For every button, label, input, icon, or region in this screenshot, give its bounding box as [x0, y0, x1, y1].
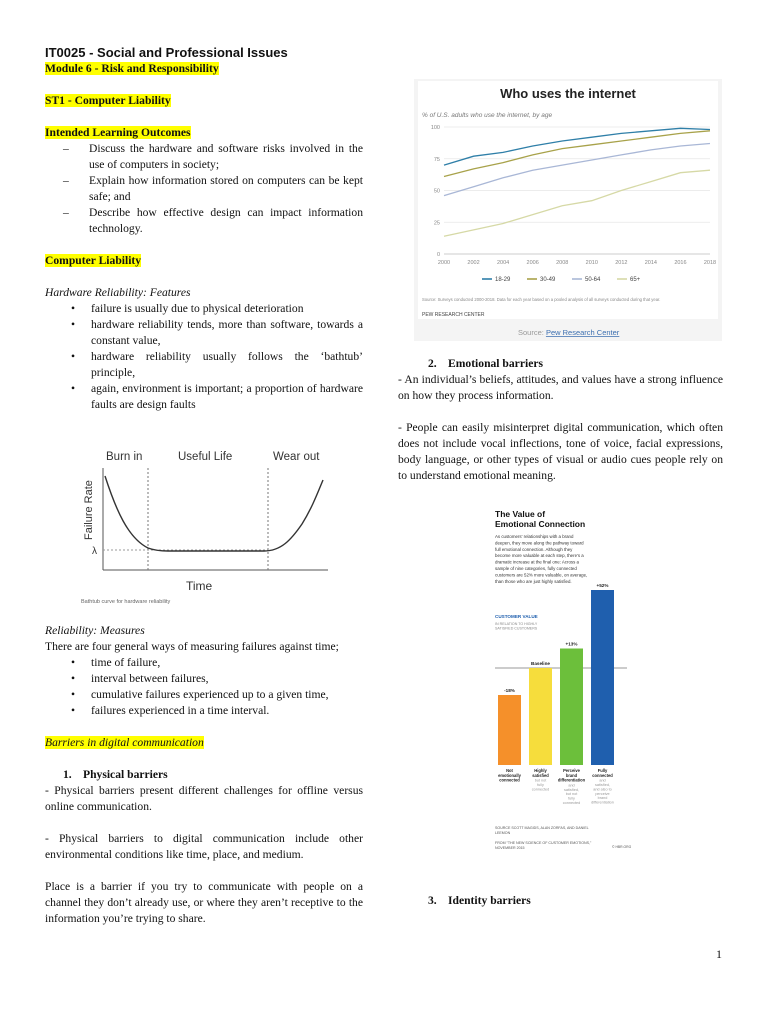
- left-column-lower: [45, 623, 363, 927]
- text-line: Perceive: [563, 768, 580, 773]
- y-tick-label: 100: [430, 125, 440, 131]
- infographic-title-line: The Value of: [495, 509, 546, 519]
- section-number: 2.: [428, 357, 437, 370]
- paragraph: - Physical barriers present different challenges for offline versus online communication.: [45, 784, 363, 813]
- category-note: [563, 783, 581, 805]
- right-column-emotional: [398, 356, 723, 484]
- text-line: fully: [537, 783, 544, 787]
- text-line: than those who are just highly satisfied.: [495, 578, 572, 584]
- bathtub-label-useful-life: Useful Life: [178, 451, 233, 463]
- section-number: 1.: [63, 768, 72, 781]
- pew-research-link[interactable]: Pew Research Center: [545, 328, 620, 337]
- infographic-title-line: Emotional Connection: [495, 519, 586, 529]
- category-label: [592, 768, 613, 778]
- features-list: [45, 301, 363, 413]
- internet-usage-chart: [414, 79, 722, 341]
- text-line: deepen, they move along the pathway toward: [495, 540, 584, 546]
- emotional-connection-figure: [487, 503, 637, 859]
- list-item: • interval between failures,: [91, 671, 363, 687]
- physical-barriers-heading: [45, 767, 363, 783]
- chart-subtitle: % of U.S. adults who use the internet, by age: [422, 112, 553, 119]
- x-tick-label: 2016: [674, 260, 687, 266]
- bar-value-label: +52%: [596, 583, 609, 588]
- y-tick-label: 50: [433, 188, 440, 195]
- text-line: satisfied,: [595, 783, 610, 787]
- list-item: – Discuss the hardware and software risks involved in the use of computers in society;: [89, 141, 363, 173]
- page-number: 1: [716, 947, 722, 961]
- text-line: NOVEMBER 2015: [495, 845, 525, 850]
- course-title: IT0025 - Social and Professional Issues: [45, 45, 288, 60]
- y-tick-label: 75: [433, 156, 440, 163]
- text-line: and: [599, 778, 606, 783]
- text-line: differentiation: [557, 777, 586, 783]
- text-line: Not: [506, 768, 513, 773]
- text-line: perceive: [595, 791, 610, 796]
- text-line: but not: [534, 778, 547, 783]
- outcomes-list: [45, 141, 363, 237]
- category-label: [498, 768, 521, 783]
- text-line: full emotional connection. Although they: [495, 546, 573, 552]
- x-tick-label: 2000: [437, 260, 451, 266]
- measures-list: [45, 655, 363, 719]
- text-line: connected: [592, 772, 613, 778]
- paragraph: Place is a barrier if you try to communicate with people on a channel they don’t already use, or where they aren’t receptive to the information you’re trying to share.: [45, 880, 363, 925]
- x-tick-label: 2006: [526, 260, 539, 266]
- bathtub-caption: Bathtub curve for hardware reliability: [81, 599, 171, 605]
- text-line: customers are 52% more valuable, on average,: [495, 572, 588, 578]
- text-line: emotionally: [498, 772, 521, 778]
- text-line: connected: [531, 787, 550, 792]
- bathtub-lambda: λ: [92, 546, 97, 557]
- text-line: and: [568, 783, 575, 788]
- category-label: [532, 768, 549, 778]
- infographic-title: [495, 509, 585, 529]
- features-heading: Hardware Reliability: Features: [45, 286, 191, 299]
- text-line: become more valuable at each step, there's a: [495, 553, 584, 559]
- section-title: Physical barriers: [83, 768, 168, 781]
- x-tick-label: 2018: [703, 260, 717, 266]
- category-note: [591, 779, 614, 805]
- bathtub-xlabel: Time: [186, 579, 213, 593]
- emotional-connection-chart: [487, 503, 637, 859]
- bar: [591, 590, 614, 765]
- x-tick-label: 2014: [644, 260, 658, 266]
- section-number: 3.: [428, 894, 437, 907]
- legend-label: 18-29: [495, 277, 511, 283]
- legend-label: 30-49: [540, 277, 556, 283]
- infographic-from: [495, 841, 592, 850]
- axis-subtitle: [495, 622, 538, 631]
- emotional-barriers-heading: [398, 356, 723, 372]
- chart-credit: [518, 328, 620, 337]
- section-title: Emotional barriers: [448, 357, 543, 370]
- text-line: LEEMON: [495, 830, 511, 835]
- bar: [560, 649, 583, 766]
- y-tick-label: 25: [433, 220, 440, 227]
- bathtub-ylabel: Failure Rate: [83, 480, 95, 540]
- module-title: Module 6 - Risk and Responsibility: [45, 62, 219, 75]
- y-tick-label: 0: [436, 252, 440, 258]
- category-note: [532, 779, 550, 792]
- outcomes-heading: Intended Learning Outcomes: [45, 126, 191, 139]
- text-line: Highly: [534, 768, 547, 773]
- text-line: IN RELATION TO HIGHLY: [495, 622, 538, 626]
- text-line: satisfied,: [564, 787, 579, 792]
- text-line: fully: [568, 796, 575, 801]
- list-item: – Describe how effective design can impact information technology.: [89, 205, 363, 237]
- hbr-credit: © HBR.ORG: [612, 845, 632, 849]
- bar-value-label: Baseline: [531, 661, 550, 666]
- list-item: – Explain how information stored on computers can be kept safe; and: [89, 173, 363, 205]
- chart-source-note: Source: Surveys conducted 2000-2018. Data for each year based on a pooled analysis of all surveys conducted during that year.: [422, 297, 661, 302]
- paragraph: - Physical barriers to digital communication include other environmental conditions like time, place, and medium.: [45, 832, 363, 861]
- list-item: • failures experienced in a time interval.: [91, 703, 363, 719]
- x-tick-label: 2008: [556, 260, 569, 266]
- identity-barriers-heading: [398, 893, 723, 909]
- bathtub-label-wear-out: Wear out: [273, 451, 320, 463]
- bar-value-label: +13%: [565, 641, 578, 647]
- infographic-body: [495, 534, 587, 584]
- paragraph: - People can easily misinterpret digital communication, which often does not include vocal inflections, tone of voice, facial expressions, body language, or other types of visual or audio cues people rely on to understand emotional meaning.: [398, 421, 723, 482]
- bar: [529, 668, 552, 765]
- section-title: Identity barriers: [448, 894, 531, 907]
- text-line: SOURCE SCOTT MAGIDS, ALAN ZORFAS, AND DANIEL: [495, 826, 589, 830]
- bathtub-curve-figure: [76, 440, 336, 610]
- list-item: • again, environment is important; a proportion of hardware faults are design faults: [91, 381, 363, 413]
- chart-credit-prefix: Source:: [518, 328, 546, 337]
- text-line: and also to: [593, 787, 612, 792]
- list-item: • hardware reliability usually follows the ‘bathtub’ principle,: [91, 349, 363, 381]
- internet-usage-figure: [414, 79, 722, 341]
- legend-label: 65+: [630, 277, 641, 283]
- x-tick-label: 2002: [467, 260, 480, 266]
- text-line: Fully: [597, 768, 608, 773]
- infographic-source: [495, 826, 589, 835]
- left-column: [45, 45, 363, 413]
- chart-org: PEW RESEARCH CENTER: [422, 312, 485, 318]
- measures-intro: There are four general ways of measuring failures against time;: [45, 640, 339, 653]
- bar-value-label: -18%: [504, 688, 515, 693]
- text-line: As customers' relationships with a brand: [495, 534, 574, 539]
- right-column-identity: [398, 893, 723, 909]
- legend-label: 50-64: [585, 277, 601, 283]
- liability-heading: Computer Liability: [45, 254, 142, 267]
- paragraph: - An individual’s beliefs, attitudes, and values have a strong influence on how they process information.: [398, 373, 723, 402]
- bathtub-curve-line: [105, 476, 323, 551]
- text-line: sample of nine categories, fully connected: [495, 566, 577, 571]
- text-line: SATISFIED CUSTOMERS: [495, 626, 538, 631]
- bathtub-label-burn-in: Burn in: [106, 451, 143, 463]
- measures-heading: Reliability: Measures: [45, 624, 145, 637]
- text-line: connected: [499, 777, 520, 783]
- topic-title: ST1 - Computer Liability: [45, 94, 171, 107]
- bar: [498, 695, 521, 765]
- barriers-heading: Barriers in digital communication: [45, 736, 204, 749]
- text-line: differentiation: [591, 800, 614, 805]
- list-item: • hardware reliability tends, more than software, towards a constant value,: [91, 317, 363, 349]
- axis-title: CUSTOMER VALUE: [495, 614, 538, 619]
- x-tick-label: 2010: [585, 260, 598, 266]
- list-item: • time of failure,: [91, 655, 363, 671]
- text-line: satisfied: [532, 772, 549, 778]
- x-tick-label: 2012: [615, 260, 628, 266]
- text-line: brand: [597, 796, 608, 801]
- chart-title: Who uses the internet: [500, 86, 636, 101]
- list-item: • failure is usually due to physical deterioration: [91, 301, 363, 317]
- text-line: brand: [565, 772, 578, 778]
- list-item: • cumulative failures experienced up to a given time,: [91, 687, 363, 703]
- text-line: FROM "THE NEW SCIENCE OF CUSTOMER EMOTIONS,": [495, 841, 592, 845]
- text-line: but not: [565, 792, 578, 797]
- text-line: dramatic increase at the final one: Across a: [495, 559, 579, 565]
- text-line: connected: [562, 801, 581, 805]
- category-label: [558, 768, 586, 783]
- x-tick-label: 2004: [496, 260, 510, 266]
